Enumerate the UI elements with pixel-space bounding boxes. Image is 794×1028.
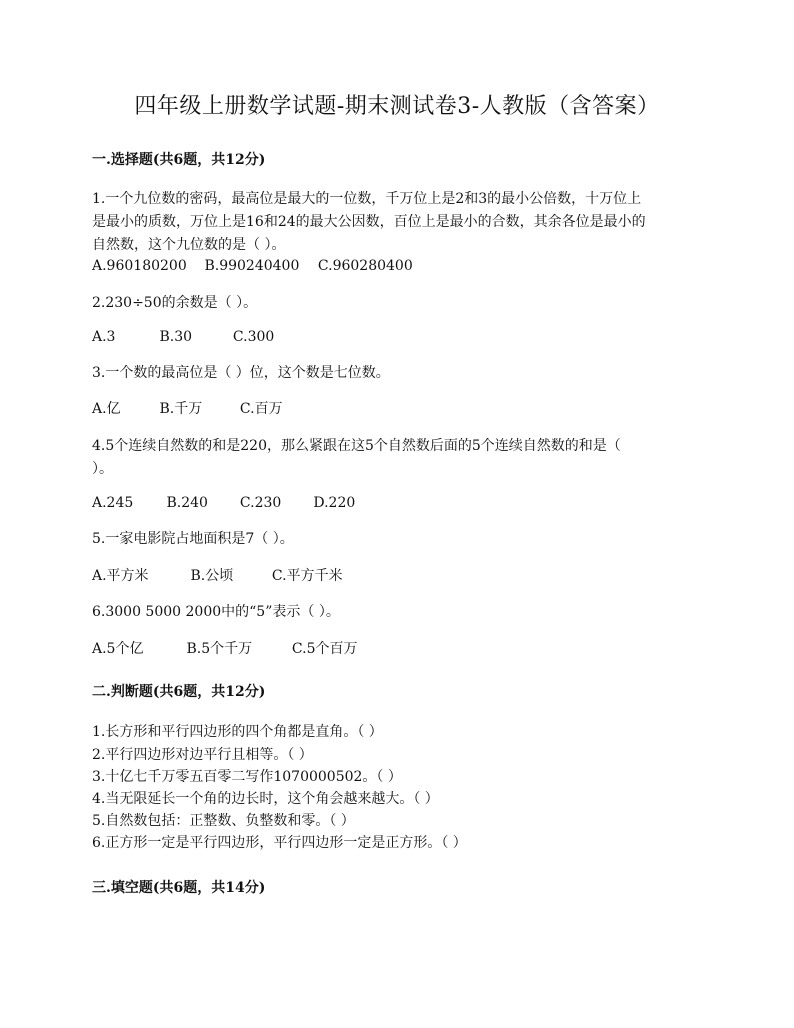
question-2-options — [92, 327, 274, 347]
option-d: D.220 — [313, 495, 356, 511]
option-a: A.245 — [92, 495, 134, 511]
judge-item-4: 4.当无限延长一个角的边长时，这个角会越来越大。（ ） — [92, 791, 439, 807]
question-4-line-2: ）。 — [92, 461, 113, 477]
option-b: B.千万 — [159, 401, 203, 417]
question-5: 5.一家电影院占地面积是7（ ）。 — [92, 531, 294, 547]
section-heading-judge: 二.判断题(共6题，共12分) — [92, 684, 266, 700]
question-2: 2.230÷50的余数是（ ）。 — [92, 295, 258, 311]
option-c: C.300 — [232, 329, 275, 345]
question-1-line-3: 自然数，这个九位数的是（ ）。 — [92, 237, 286, 253]
question-3-options — [92, 399, 283, 419]
question-1-options — [92, 256, 413, 276]
option-b: B.990240400 — [204, 258, 300, 274]
option-b: B.240 — [166, 495, 208, 511]
option-a: A.3 — [92, 329, 116, 345]
option-a: A.亿 — [92, 401, 121, 417]
judge-item-2: 2.平行四边形对边平行且相等。（ ） — [92, 747, 313, 763]
option-c: C.百万 — [239, 401, 283, 417]
question-3: 3.一个数的最高位是（ ）位，这个数是七位数。 — [92, 365, 390, 381]
question-6-options — [92, 639, 357, 659]
question-4-line-1: 4.5个连续自然数的和是220，那么紧跟在这5个自然数后面的5个连续自然数的和是（ — [92, 438, 621, 454]
option-a: A.平方米 — [92, 568, 149, 584]
judge-item-1: 1.长方形和平行四边形的四个角都是直角。（ ） — [92, 724, 383, 740]
section-heading-choice: 一.选择题(共6题，共12分) — [92, 152, 266, 168]
page-title: 四年级上册数学试题-期末测试卷3-人教版（含答案） — [134, 94, 660, 119]
option-c: C.平方千米 — [271, 568, 343, 584]
option-b: B.公顷 — [190, 568, 234, 584]
judge-item-6: 6.正方形一定是平行四边形，平行四边形一定是正方形。（ ） — [92, 835, 467, 851]
option-b: B.5个千万 — [186, 641, 253, 657]
option-a: A.5个亿 — [92, 641, 144, 657]
question-1-line-1: 1.一个九位数的密码，最高位是最大的一位数，千万位上是2和3的最小公倍数，十万位上 — [92, 191, 642, 207]
option-c: C.5个百万 — [291, 641, 358, 657]
question-1-line-2: 是最小的质数，万位上是16和24的最大公因数，百位上是最小的合数，其余各位是最小的 — [92, 214, 646, 230]
question-4-options — [92, 493, 355, 513]
question-6: 6.3000 5000 2000中的“5”表示（ ）。 — [92, 604, 340, 620]
judge-item-3: 3.十亿七千万零五百零二写作1070000502。（ ） — [92, 769, 402, 785]
question-5-options — [92, 566, 343, 586]
option-c: C.230 — [239, 495, 282, 511]
option-a: A.960180200 — [92, 258, 187, 274]
judge-item-5: 5.自然数包括：正整数、负整数和零。（ ） — [92, 813, 355, 829]
option-b: B.30 — [159, 329, 193, 345]
option-c: C.960280400 — [317, 258, 413, 274]
section-heading-fill: 三.填空题(共6题，共14分) — [92, 880, 266, 896]
